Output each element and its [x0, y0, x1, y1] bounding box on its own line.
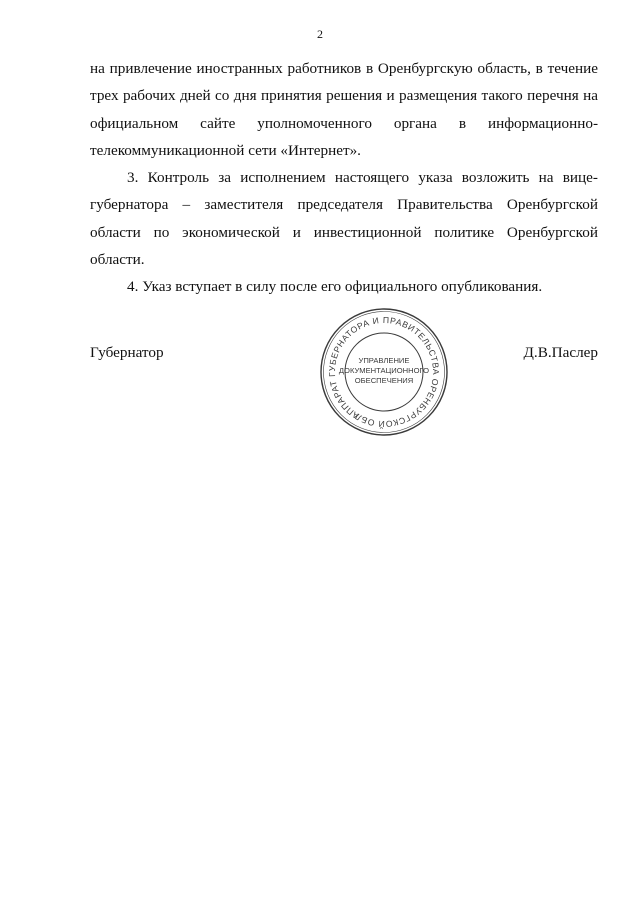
- paragraph-line: 4. Указ вступает в силу после его официального опубликования.: [127, 278, 543, 296]
- paragraph-line: трех рабочих дней со дня принятия решения и размещения такого перечня на: [90, 87, 598, 105]
- paragraph-line: области.: [90, 251, 145, 269]
- signature-name: Д.В.Паслер: [523, 344, 598, 361]
- paragraph-line: на привлечение иностранных работников в Оренбургскую область, в течение: [90, 60, 598, 77]
- stamp-center-line: ДОКУМЕНТАЦИОННОГО: [338, 366, 430, 375]
- stamp-seal-icon: [318, 306, 450, 438]
- paragraph-line: официальном сайте уполномоченного органа в информационно-: [90, 114, 598, 132]
- stamp-center-line: УПРАВЛЕНИЕ: [358, 356, 410, 365]
- signature-title: Губернатор: [90, 344, 164, 361]
- paragraph-line: области по экономической и инвестиционной политике Оренбургской: [90, 223, 598, 241]
- stamp-ring-text: АППАРАТ ГУБЕРНАТОРА И ПРАВИТЕЛЬСТВА ОРЕНБУРГСКОЙ ОБЛАСТИ: [326, 314, 442, 430]
- paragraph-line: губернатора – заместителя председателя Правительства Оренбургской: [90, 196, 598, 214]
- paragraph-line: 3. Контроль за исполнением настоящего указа возложить на вице-: [127, 169, 598, 187]
- document-body: [90, 55, 598, 301]
- page-number: 2: [317, 27, 323, 41]
- stamp-center-line: ОБЕСПЕЧЕНИЯ: [354, 376, 414, 385]
- official-stamp: [318, 306, 450, 438]
- paragraph-line: телекоммуникационной сети «Интернет».: [90, 141, 361, 159]
